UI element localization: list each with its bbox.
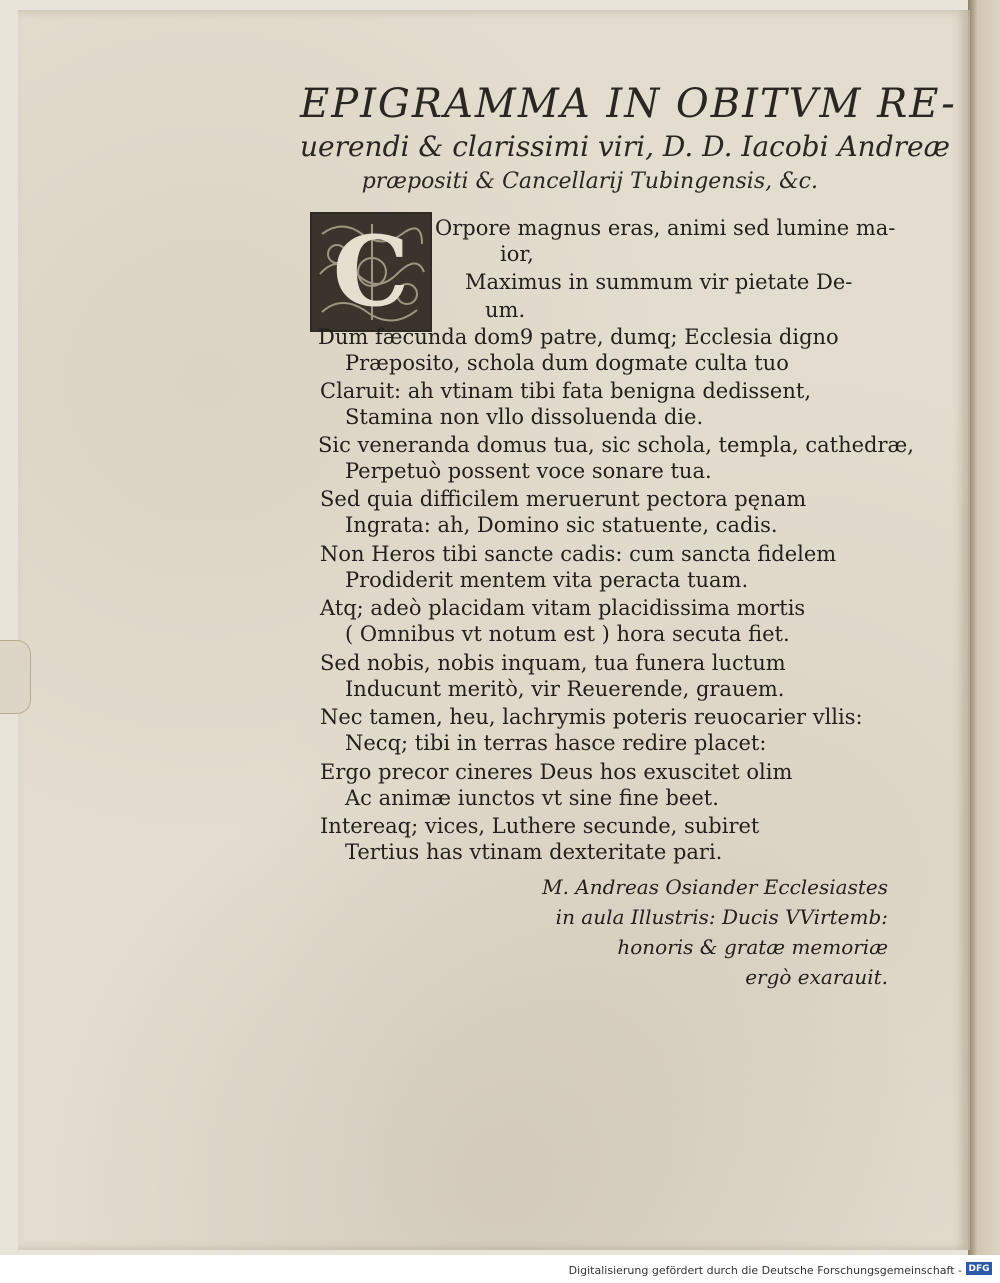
poem-line: Inducunt meritò, vir Reuerende, grauem. [345,677,785,701]
poem-line: Perpetuò possent voce sonare tua. [345,459,712,483]
epigram-title [300,80,957,198]
initial-letter: C [332,215,410,328]
signature-line: M. Andreas Osiander Ecclesiastes [542,875,888,899]
poem-line: Dum fæcunda dom9 patre, dumq; Ecclesia digno [318,325,839,349]
funding-credit: Digitalisierung gefördert durch die Deutsche Forschungsgemeinschaft - [568,1264,962,1277]
poem-line: Ergo precor cineres Deus hos exuscitet olim [320,760,793,784]
poem-line: Necq; tibi in terras hasce redire placet: [345,731,767,755]
poem-line: Tertius has vtinam dexteritate pari. [345,840,723,864]
footer-bar [0,1255,1000,1283]
poem-line: Stamina non vllo dissoluenda die. [345,405,704,429]
ornamental-initial [310,212,432,332]
title-line-3: præpositi & Cancellarij Tubingensis, &c. [361,169,818,194]
poem-line: Maximus in summum vir pietate De- [465,270,853,294]
poem-line: Ac animæ iunctos vt sine fine beet. [345,786,719,810]
poem-line: Non Heros tibi sancte cadis: cum sancta fidelem [320,542,837,566]
poem-line: Nec tamen, heu, lachrymis poteris reuocarier vllis: [320,705,863,729]
title-line-1: EPIGRAMMA IN OBITVM RE- [300,81,957,127]
dfg-logo: DFG [966,1262,992,1275]
poem-line: um. [485,298,526,322]
poem-line: Sed quia difficilem meruerunt pectora pęnam [320,487,807,511]
poem-line: Sed nobis, nobis inquam, tua funera luctum [320,651,786,675]
binding-tab [0,640,31,714]
title-line-2: uerendi & clarissimi viri, D. D. Iacobi Andreæ [300,130,950,163]
poem-line: Ingrata: ah, Domino sic statuente, cadis. [345,513,778,537]
signature-line: ergò exarauit. [745,965,888,989]
signature-line: honoris & gratæ memoriæ [617,935,888,959]
adjacent-page-edge [968,0,1000,1255]
poem-line: Præposito, schola dum dogmate culta tuo [345,351,789,375]
poem-line: Intereaq; vices, Luthere secunde, subiret [320,814,760,838]
signature-line: in aula Illustris: Ducis VVirtemb: [555,905,888,929]
poem-line: Atq; adeò placidam vitam placidissima mortis [320,596,806,620]
poem-line: Claruit: ah vtinam tibi fata benigna dedissent, [320,379,811,403]
poem-line: ( Omnibus vt notum est ) hora secuta fiet. [345,622,790,646]
poem-line: ior, [500,242,534,266]
poem-line: Sic veneranda domus tua, sic schola, templa, cathedræ, [318,433,914,457]
poem-line: Prodiderit mentem vita peracta tuam. [345,568,749,592]
signature-block [542,872,888,992]
poem-line: Orpore magnus eras, animi sed lumine ma- [435,216,896,240]
